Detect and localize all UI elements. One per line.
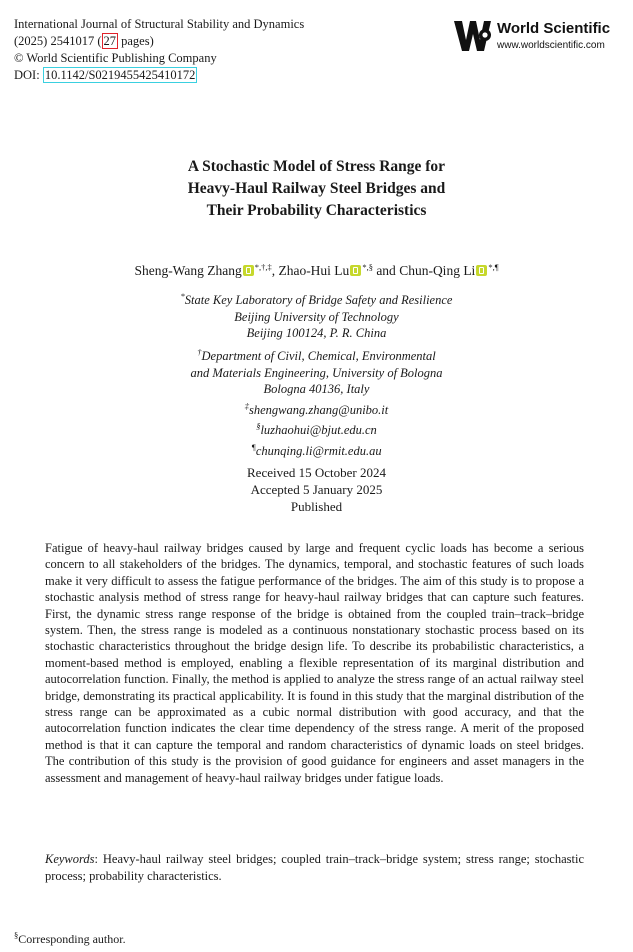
- title-line: Their Probability Characteristics: [206, 202, 427, 219]
- email-line: [0, 398, 633, 419]
- copyright-text: World Scientific Publishing Company: [26, 51, 217, 65]
- author-name: Sheng-Wang Zhang: [134, 263, 242, 278]
- copyright-symbol: ©: [14, 51, 24, 65]
- journal-name: International Journal of Structural Stability and Dynamics: [14, 17, 305, 31]
- affiliation-1: [0, 288, 633, 342]
- email-link[interactable]: luzhaohui@bjut.edu.cn: [260, 423, 377, 437]
- keywords-label: Keywords: [45, 852, 95, 866]
- affiliation-line: Beijing University of Technology: [234, 309, 399, 324]
- affiliation-2: [0, 344, 633, 459]
- citation-suffix: pages): [118, 34, 154, 48]
- author-marks: *,¶: [488, 262, 499, 272]
- affiliation-line: Bologna 40136, Italy: [263, 382, 370, 396]
- publisher-name: World Scientific: [497, 20, 611, 37]
- journal-citation: [14, 33, 304, 50]
- email-link[interactable]: chunqing.li@rmit.edu.au: [255, 443, 382, 458]
- orcid-icon[interactable]: [350, 265, 361, 276]
- world-scientific-logo-icon: [453, 18, 493, 54]
- doi-label: DOI:: [14, 68, 40, 82]
- accepted-date: Accepted 5 January 2025: [250, 482, 383, 497]
- author-marks: *,§: [362, 262, 373, 272]
- email-mark: ‡: [244, 400, 249, 411]
- email-line: [0, 418, 633, 439]
- keywords-separator: :: [94, 852, 103, 866]
- publisher-logo[interactable]: [453, 18, 619, 58]
- email-mark: §: [256, 421, 261, 431]
- author-name: Zhao-Hui Lu: [278, 263, 350, 278]
- orcid-icon[interactable]: [476, 265, 487, 276]
- author-separator: ,: [271, 263, 279, 278]
- affiliation-mark: *: [180, 291, 185, 301]
- page-count-link[interactable]: 27: [103, 34, 116, 48]
- paper-title: [0, 156, 633, 222]
- author-name: Chun-Qing Li: [399, 263, 476, 278]
- author-separator: and: [372, 263, 400, 278]
- citation-prefix: (2025) 2541017 (: [14, 34, 102, 48]
- title-line: Heavy-Haul Railway Steel Bridges and: [187, 180, 446, 197]
- author-marks: *,†,‡: [254, 262, 272, 272]
- publisher-url: www.worldscientific.com: [497, 40, 605, 51]
- copyright-line: [14, 50, 304, 67]
- keywords-text: Heavy-haul railway steel bridges; coupled train–track–bridge system; stress range; stochastic process; probability characteristics.: [45, 852, 584, 883]
- email-mark: ¶: [251, 441, 256, 452]
- corresponding-author-footnote: [14, 930, 126, 947]
- affiliation-mark: †: [197, 347, 202, 357]
- footnote-mark: §: [14, 930, 19, 940]
- orcid-icon[interactable]: [243, 265, 254, 276]
- keywords: [45, 851, 584, 884]
- affiliation-line: and Materials Engineering, University of Bologna: [190, 365, 443, 380]
- affiliation-line: [0, 288, 633, 309]
- journal-header: [14, 16, 304, 84]
- affiliation-line: [0, 344, 633, 365]
- title-line: A Stochastic Model of Stress Range for: [187, 158, 446, 175]
- email-line: [0, 439, 633, 460]
- affiliation-text: Department of Civil, Chemical, Environmental: [201, 349, 436, 363]
- publication-dates: [0, 464, 633, 515]
- footnote-text: Corresponding author.: [18, 932, 126, 946]
- affiliation-line: Beijing 100124, P. R. China: [246, 326, 387, 340]
- affiliation-text: State Key Laboratory of Bridge Safety and Resilience: [184, 293, 453, 307]
- received-date: Received 15 October 2024: [247, 465, 386, 480]
- doi-line: [14, 67, 304, 84]
- author-list: [0, 262, 633, 279]
- abstract: Fatigue of heavy-haul railway bridges caused by large and frequent cyclic loads has become a serious concern to all stakeholders of the bridges. The dynamics, temporal, and stochastic features of such loads make it very difficult to assess the fatigue performance of the bridges. The aim of this study is to propose a stochastic analysis method of stress range for heavy-haul railway bridges that can capture such features. First, the dynamic stress range response of the bridge is obtained from the coupled train–track–bridge system. Then, the stress range is modeled as a continuous nonstationary stochastic process based on its stochastic characteristics throughout the bridge design life. To describe its probabilistic characteristics, a moment-based method is employed, enabling a flexible representation of its marginal distribution and autocorrelation function. Finally, the method is applied to analyze the stress range of an actual railway steel bridge, demonstrating its practical applicability. It is found in this study that the marginal distribution of the stress range can be approximated as a cubic normal distribution with good accuracy, and that the autocorrelation function indicates the clear time dependency of the stress range. A merit of the proposed method is that it can capture the temporal and random characteristics of dynamic loads on steel bridges. The contribution of this study is the provision of good guidance for engineers and asset managers in the assessment and management of heavy-haul railway bridges under fatigue loads.: [45, 541, 584, 785]
- email-link[interactable]: shengwang.zhang@unibo.it: [248, 402, 389, 417]
- doi-link[interactable]: 10.1142/S0219455425410172: [44, 68, 196, 82]
- published-date: Published: [290, 499, 343, 514]
